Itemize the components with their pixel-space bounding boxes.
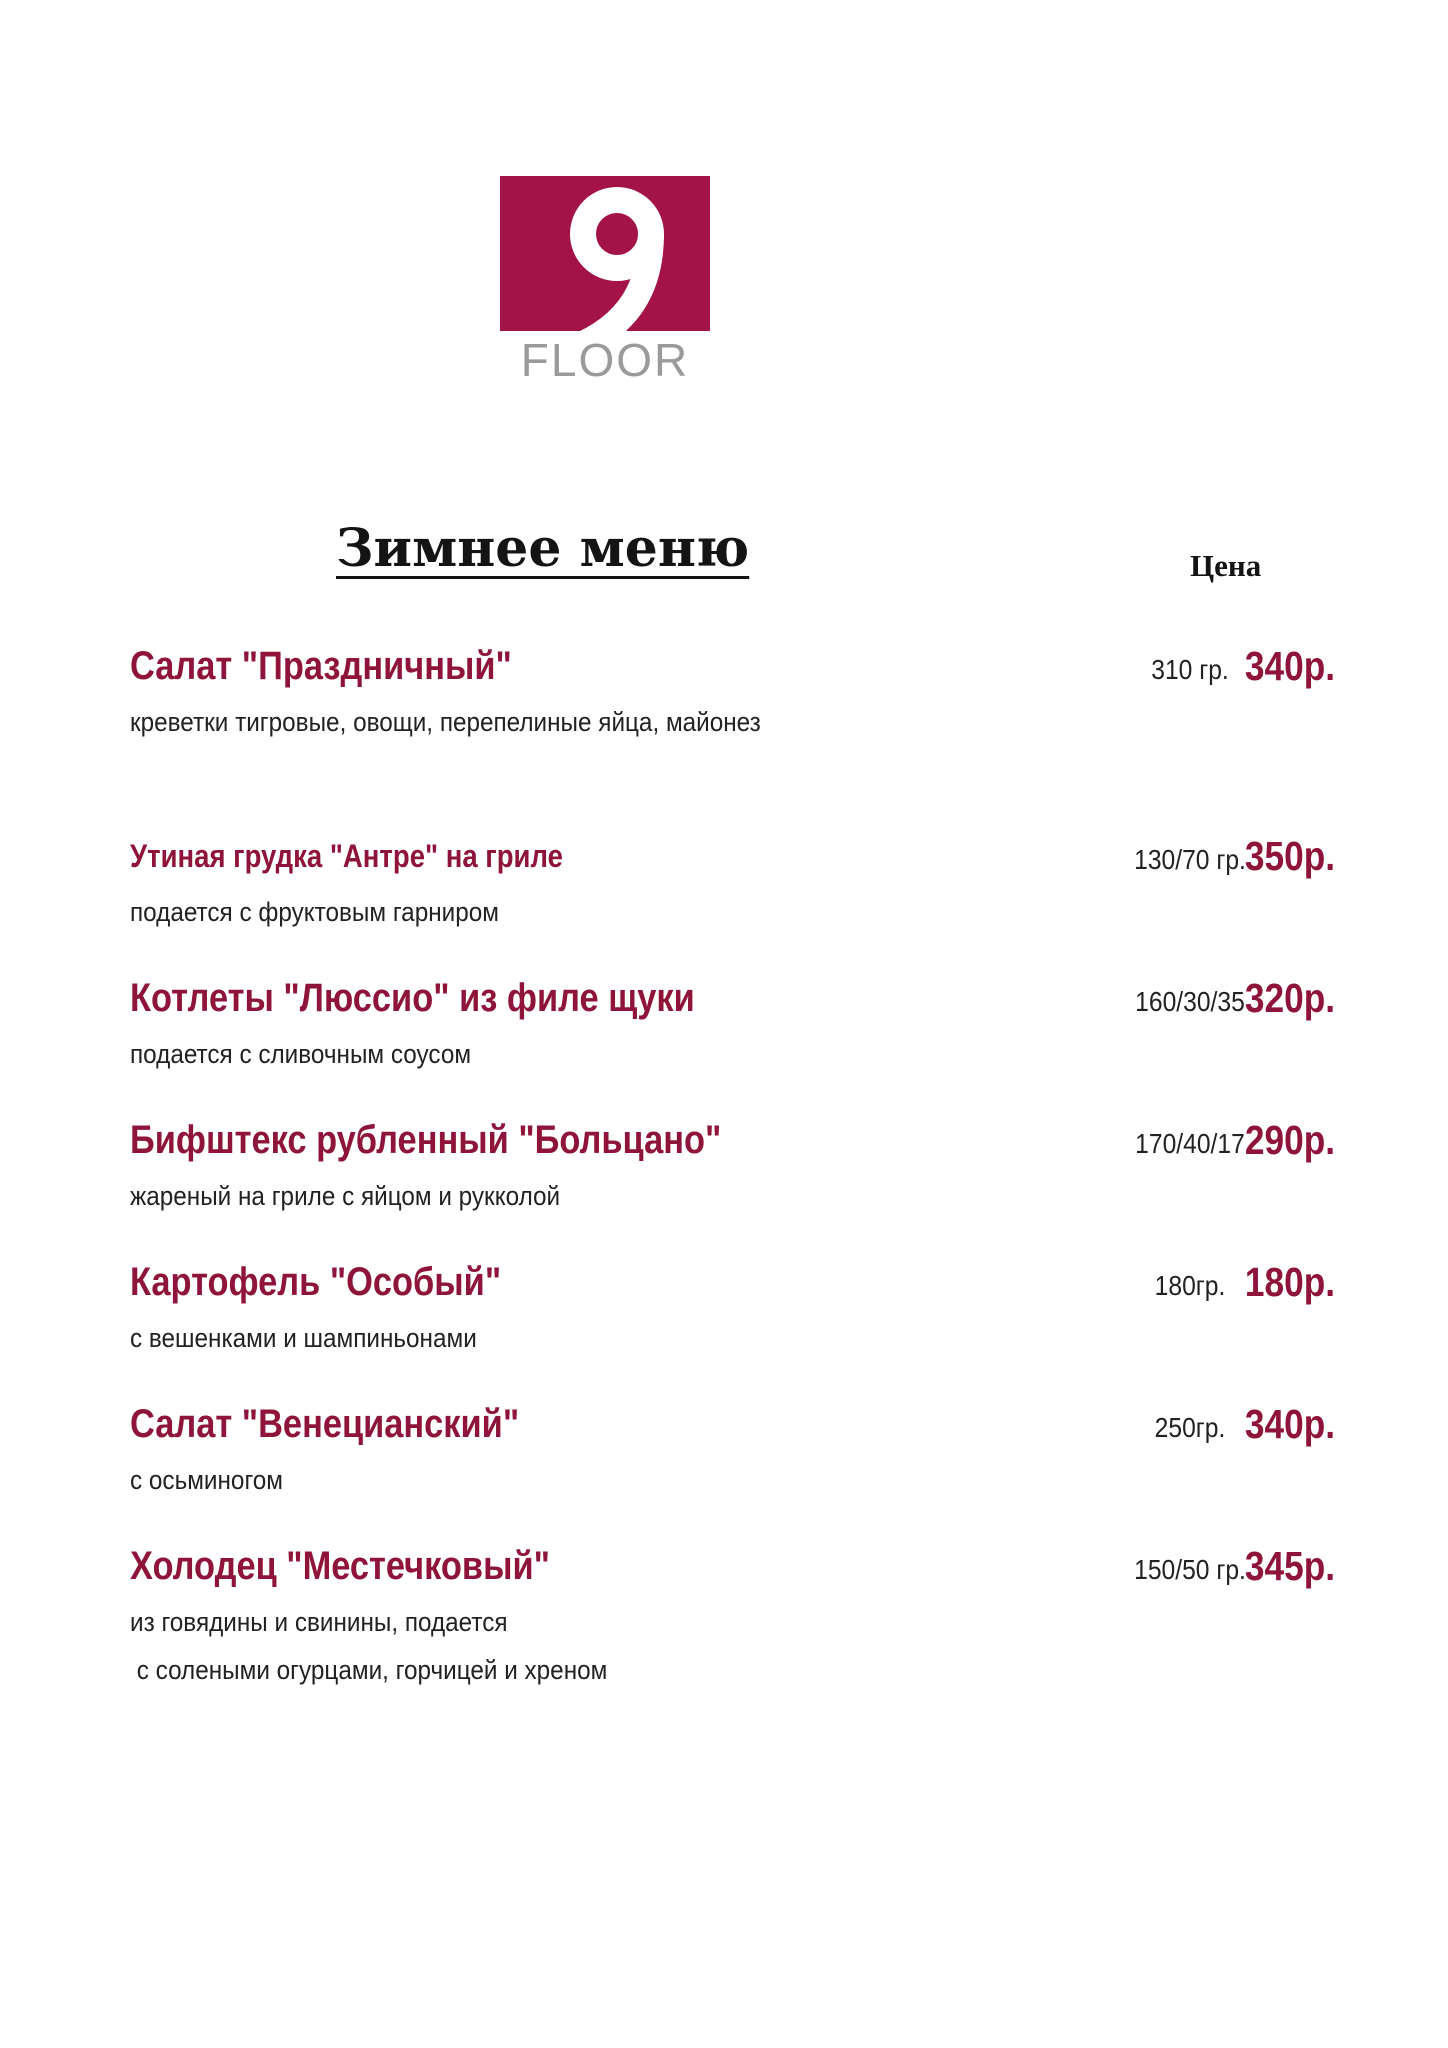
item-description-line: из говядины и свинины, подается bbox=[130, 1607, 508, 1637]
item-description-line: жареный на гриле с яйцом и рукколой bbox=[130, 1181, 561, 1211]
item-name: Картофель "Особый" bbox=[130, 1260, 502, 1304]
item-name: Салат "Венецианский" bbox=[130, 1402, 520, 1446]
item-price: 350р. bbox=[1244, 833, 1336, 879]
menu-title: Зимнее меню bbox=[336, 518, 750, 579]
item-description-line: подается с сливочным соусом bbox=[130, 1039, 472, 1069]
item-description-line: креветки тигровые, овощи, перепелиные яйца, майонез bbox=[130, 707, 761, 737]
item-weight: 250гр. bbox=[1154, 1412, 1226, 1443]
item-weight: 160/30/35 bbox=[1135, 986, 1245, 1017]
item-description-line: с солеными огурцами, горчицей и хреном bbox=[130, 1655, 608, 1685]
item-price: 320р. bbox=[1244, 975, 1336, 1021]
item-description bbox=[130, 1172, 560, 1220]
item-weight: 150/50 гр. bbox=[1134, 1554, 1246, 1585]
item-weight: 130/70 гр. bbox=[1134, 844, 1246, 875]
item-price: 340р. bbox=[1244, 643, 1336, 689]
item-description-line: подается с фруктовым гарниром bbox=[130, 897, 499, 927]
item-name: Утиная грудка "Антре" на гриле bbox=[130, 838, 563, 874]
item-description bbox=[130, 1598, 607, 1694]
item-description-line: с осьминогом bbox=[130, 1465, 283, 1495]
item-description bbox=[130, 1030, 471, 1078]
item-description bbox=[130, 698, 761, 746]
price-column-header: Цена bbox=[1190, 548, 1262, 583]
item-price: 340р. bbox=[1244, 1401, 1336, 1447]
item-price: 290р. bbox=[1244, 1117, 1336, 1163]
item-weight: 180гр. bbox=[1154, 1270, 1226, 1301]
item-name: Салат "Праздничный" bbox=[130, 644, 512, 688]
item-price: 180р. bbox=[1244, 1259, 1336, 1305]
item-description-line: с вешенками и шампиньонами bbox=[130, 1323, 477, 1353]
item-description bbox=[130, 1456, 283, 1504]
item-description bbox=[130, 888, 499, 936]
item-name: Котлеты "Люссио" из филе щуки bbox=[130, 976, 695, 1020]
logo-word: FLOOR bbox=[520, 334, 690, 382]
item-weight: 310 гр. bbox=[1151, 654, 1229, 685]
item-name: Холодец "Местечковый" bbox=[130, 1544, 550, 1588]
item-weight: 170/40/17 bbox=[1135, 1128, 1245, 1159]
item-price: 345р. bbox=[1244, 1543, 1336, 1589]
menu-list bbox=[130, 0, 1336, 2048]
item-name: Бифштекс рубленный "Больцано" bbox=[130, 1118, 722, 1162]
item-description bbox=[130, 1314, 477, 1362]
